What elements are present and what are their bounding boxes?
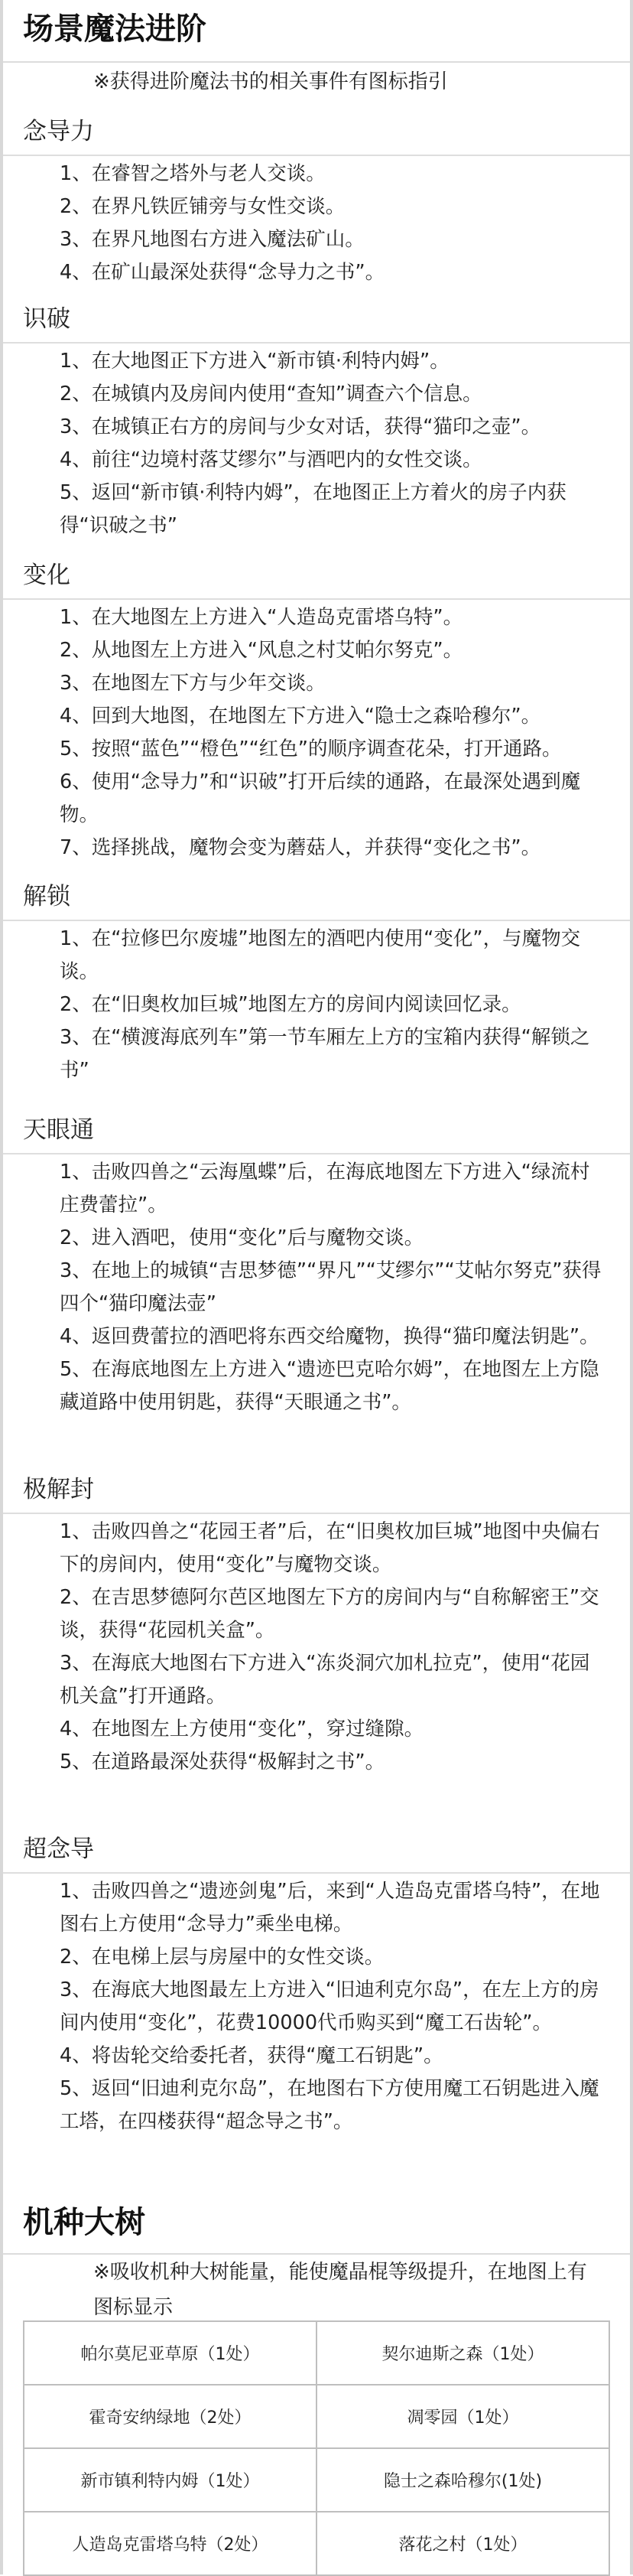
trees-table [23, 2320, 610, 2576]
step-item: 2、在“旧奥枚加巨城”地图左方的房间内阅读回忆录。 [60, 993, 521, 1016]
step-item: 1、在大地图左上方进入“人造岛克雷塔乌特”。 [60, 606, 463, 629]
step-item: 4、前往“边境村落艾缪尔”与酒吧内的女性交谈。 [60, 448, 482, 471]
table-cell: 人造岛克雷塔乌特（2处） [24, 2512, 316, 2575]
section-divider [3, 1513, 630, 1514]
step-item: 3、在海底大地图右下方进入“冻炎洞穴加札拉克”，使用“花园机关盒”打开通路。 [60, 1652, 590, 1708]
trees-title: 机种大树 [23, 2205, 145, 2240]
section-divider [3, 920, 630, 921]
table-cell: 落花之村（1处） [316, 2512, 609, 2575]
step-item: 1、击败四兽之“花园王者”后，在“旧奥枚加巨城”地图中央偏右下的房间内，使用“变化”与魔物交谈。 [60, 1520, 600, 1576]
step-list [0, 923, 633, 1087]
table-cell: 凋零园（1处） [316, 2385, 609, 2448]
table-cell: 契尔迪斯之森（1处） [316, 2321, 609, 2385]
table-cell: 隐士之森哈穆尔(1处) [316, 2448, 609, 2512]
step-item: 1、在大地图正下方进入“新市镇·利特内姆”。 [60, 350, 450, 373]
step-item: 4、返回费蕾拉的酒吧将东西交给魔物，换得“猫印魔法钥匙”。 [60, 1325, 599, 1348]
step-item: 2、在电梯上层与房屋中的女性交谈。 [60, 1946, 385, 1969]
step-item: 2、进入酒吧，使用“变化”后与魔物交谈。 [60, 1226, 424, 1249]
section-heading: 念导力 [23, 118, 94, 145]
step-item: 1、在睿智之塔外与老人交谈。 [60, 162, 326, 185]
section-heading: 天眼通 [23, 1116, 94, 1144]
step-item: 2、在城镇内及房间内使用“查知”调查六个信息。 [60, 383, 482, 405]
step-list [0, 158, 633, 289]
step-item: 3、在海底大地图最左上方进入“旧迪利克尔岛”，在左上方的房间内使用“变化”，花费10000代币购买到“魔工石齿轮”。 [60, 1978, 599, 2034]
table-row [24, 2448, 609, 2512]
step-item: 5、返回“旧迪利克尔岛”，在地图右下方使用魔工石钥匙进入魔工塔，在四楼获得“超念导之书”。 [60, 2077, 599, 2133]
step-item: 1、击败四兽之“云海凰蝶”后，在海底地图左下方进入“绿流村庄费蕾拉”。 [60, 1161, 590, 1216]
section-heading: 识破 [23, 305, 70, 333]
step-item: 1、在“拉修巴尔废墟”地图左的酒吧内使用“变化”，与魔物交谈。 [60, 927, 581, 983]
table-cell: 帕尔莫尼亚草原（1处） [24, 2321, 316, 2385]
table-row [24, 2385, 609, 2448]
section-heading: 超念导 [23, 1835, 94, 1863]
step-item: 3、在界凡地图右方进入魔法矿山。 [60, 228, 365, 251]
title-divider [3, 61, 630, 63]
section-divider [3, 342, 630, 344]
trees-table-wrap [23, 2320, 610, 2576]
table-row [24, 2512, 609, 2575]
step-item: 5、在道路最深处获得“极解封之书”。 [60, 1750, 385, 1773]
section-heading: 解锁 [23, 883, 70, 910]
intro-note: ※获得进阶魔法书的相关事件有图标指引 [93, 70, 448, 93]
section-heading: 变化 [23, 562, 70, 589]
step-item: 3、在地图左下方与少年交谈。 [60, 672, 326, 695]
step-item: 2、在吉思梦德阿尔芭区地图左下方的房间内与“自称解密王”交谈，获得“花园机关盒”。 [60, 1586, 599, 1642]
step-item: 3、在城镇正右方的房间与少女对话，获得“猫印之壶”。 [60, 415, 541, 438]
step-item: 3、在地上的城镇“吉思梦德”“界凡”“艾缪尔”“艾帖尔努克”获得四个“猫印魔法壶” [60, 1259, 602, 1315]
step-item: 4、在矿山最深处获得“念导力之书”。 [60, 261, 385, 284]
step-item: 2、在界凡铁匠铺旁与女性交谈。 [60, 195, 346, 218]
step-item: 3、在“横渡海底列车”第一节车厢左上方的宝箱内获得“解锁之书” [60, 1026, 590, 1082]
table-cell: 霍奇安纳绿地（2处） [24, 2385, 316, 2448]
section-divider [3, 598, 630, 600]
step-list [0, 345, 633, 542]
step-item: 6、使用“念导力”和“识破”打开后续的通路，在最深处遇到魔物。 [60, 770, 581, 826]
step-item: 5、返回“新市镇·利特内姆”，在地图正上方着火的房子内获得“识破之书” [60, 481, 566, 537]
step-list [0, 1156, 633, 1419]
step-item: 5、在海底地图左上方进入“遗迹巴克哈尔姆”，在地图左上方隐藏道路中使用钥匙，获得“天眼通之书”。 [60, 1358, 599, 1414]
step-item: 1、击败四兽之“遗迹剑鬼”后，来到“人造岛克雷塔乌特”，在地图右上方使用“念导力”乘坐电梯。 [60, 1880, 600, 1936]
trees-note: ※吸收机种大树能量，能使魔晶棍等级提升，在地图上有图标显示 [93, 2261, 587, 2319]
section-divider [3, 1153, 630, 1154]
section-divider [3, 1872, 630, 1874]
step-item: 4、回到大地图，在地图左下方进入“隐士之森哈穆尔”。 [60, 705, 541, 728]
step-item: 4、将齿轮交给委托者，获得“魔工石钥匙”。 [60, 2044, 443, 2067]
step-item: 7、选择挑战，魔物会变为蘑菇人，并获得“变化之书”。 [60, 836, 541, 859]
table-row [24, 2321, 609, 2385]
step-list [0, 601, 633, 865]
step-list [0, 1516, 633, 1779]
section-heading: 极解封 [23, 1476, 94, 1503]
section-divider [3, 155, 630, 156]
step-list [0, 1875, 633, 2138]
step-item: 2、从地图左上方进入“风息之村艾帕尔努克”。 [60, 639, 463, 662]
step-item: 4、在地图左上方使用“变化”，穿过缝隙。 [60, 1718, 424, 1741]
page-title: 场景魔法进阶 [23, 11, 206, 47]
table-cell: 新市镇利特内姆（1处） [24, 2448, 316, 2512]
step-item: 5、按照“蓝色”“橙色”“红色”的顺序调查花朵，打开通路。 [60, 738, 562, 760]
